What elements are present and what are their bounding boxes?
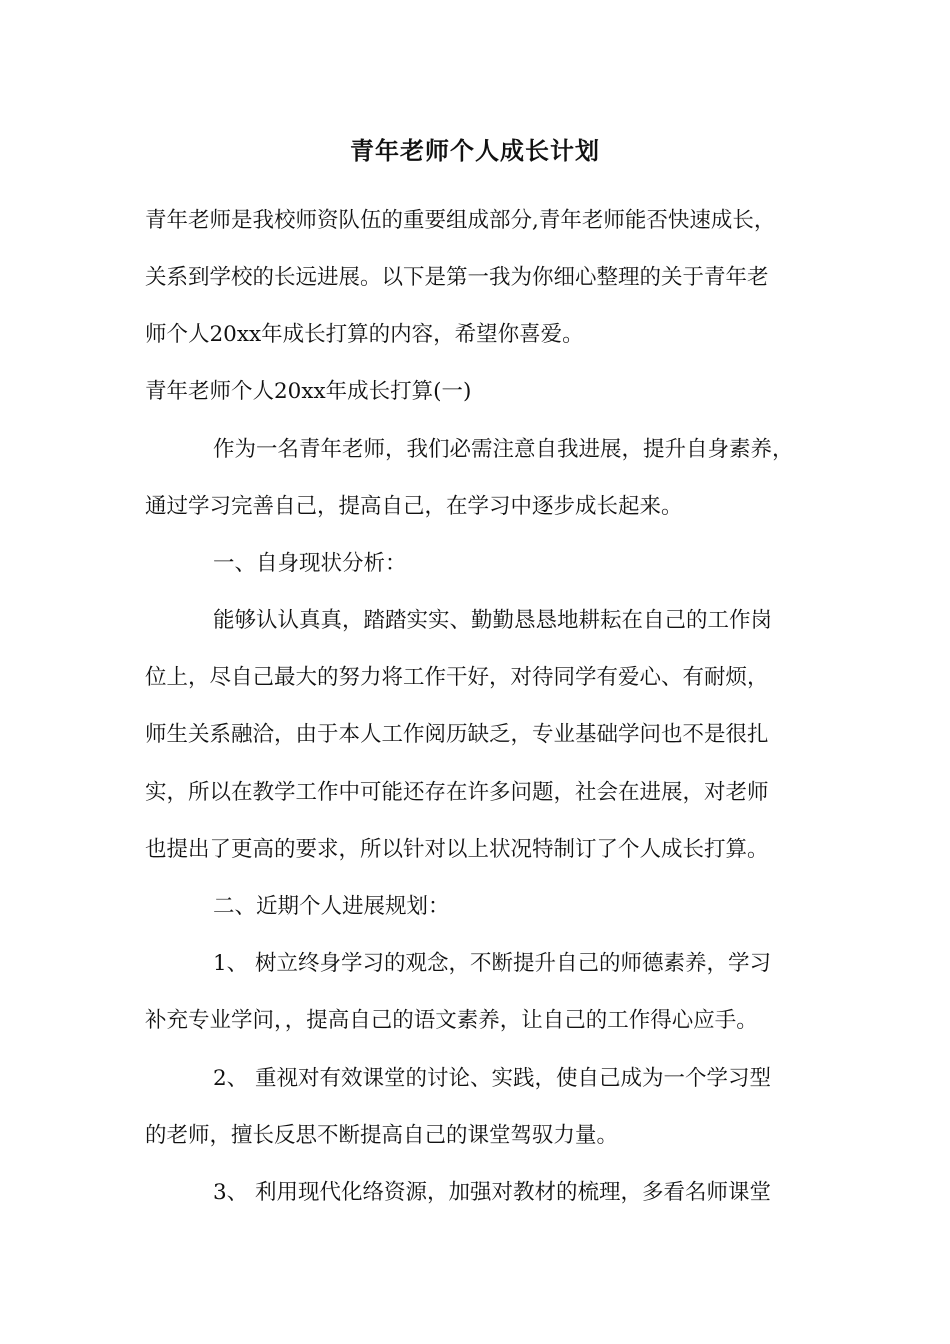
subsection-heading: 二、近期个人进展规划： <box>213 894 450 919</box>
paragraph-line: 师生关系融洽，由于本人工作阅历缺乏，专业基础学问也不是很扎 <box>145 722 769 747</box>
paragraph-line: 作为一名青年老师，我们必需注意自我进展，提升自身素养， <box>213 437 794 462</box>
list-item-line: 3、 利用现代化络资源，加强对教材的梳理，多看名师课堂 <box>213 1180 772 1205</box>
paragraph-line: 也提出了更高的要求，所以针对以上状况特制订了个人成长打算。 <box>145 837 769 862</box>
paragraph-line: 青年老师是我校师资队伍的重要组成部分,青年老师能否快速成长， <box>145 208 776 233</box>
subsection-heading: 一、自身现状分析： <box>213 551 407 576</box>
list-item-line: 的老师，擅长反思不断提高自己的课堂驾驭力量。 <box>145 1123 619 1148</box>
paragraph-line: 能够认认真真，踏踏实实、勤勤恳恳地耕耘在自己的工作岗 <box>213 608 773 633</box>
paragraph-line: 师个人20xx年成长打算的内容，希望你喜爱。 <box>145 322 584 347</box>
list-item-line: 1、 树立终身学习的观念，不断提升自己的师德素养，学习 <box>213 951 772 976</box>
paragraph-line: 位上，尽自己最大的努力将工作干好，对待同学有爱心、有耐烦， <box>145 665 769 690</box>
paragraph-line: 关系到学校的长远进展。以下是第一我为你细心整理的关于青年老 <box>145 265 769 290</box>
list-item-line: 补充专业学问，，提高自己的语文素养，让自己的工作得心应手。 <box>145 1008 758 1033</box>
paragraph-line: 实，所以在教学工作中可能还存在许多问题，社会在进展，对老师 <box>145 780 769 805</box>
section-heading: 青年老师个人20xx年成长打算(一) <box>145 379 472 404</box>
document-title: 青年老师个人成长计划 <box>350 136 600 165</box>
paragraph-line: 通过学习完善自己，提高自己，在学习中逐步成长起来。 <box>145 494 683 519</box>
list-item-line: 2、 重视对有效课堂的讨论、实践，使自己成为一个学习型 <box>213 1066 772 1091</box>
